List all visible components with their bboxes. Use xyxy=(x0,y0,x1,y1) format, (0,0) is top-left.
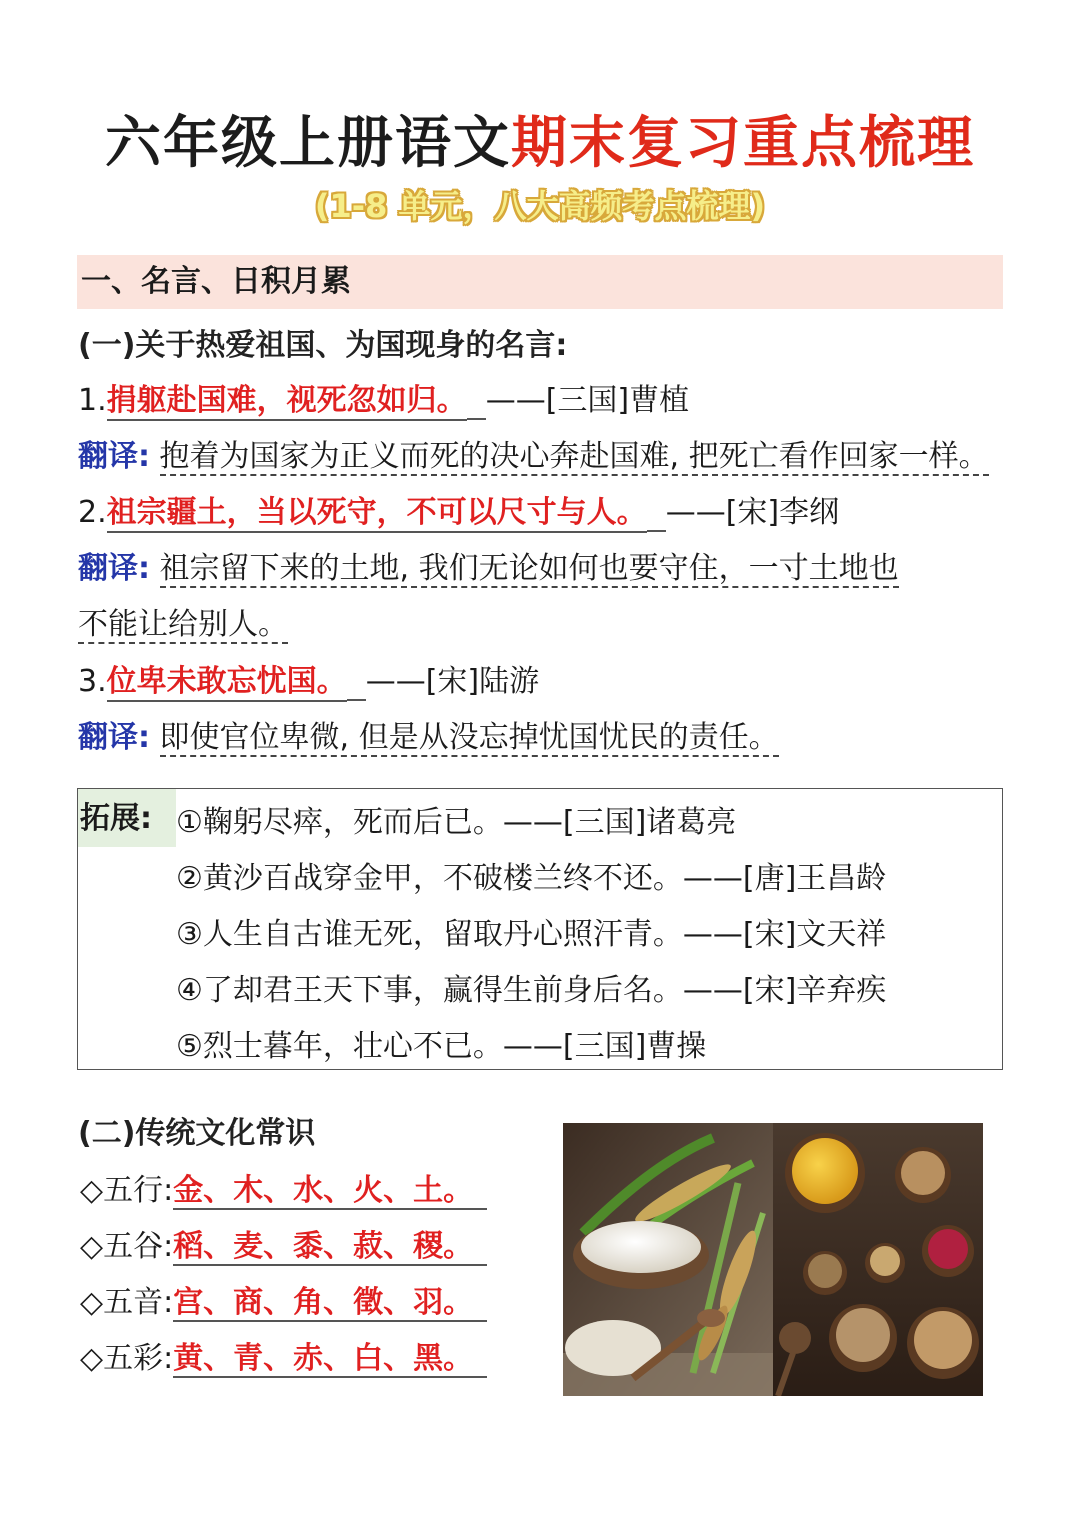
translation-line xyxy=(78,437,989,477)
culture-label: ◇五行: xyxy=(80,1173,174,1208)
rice-bowl xyxy=(573,1221,709,1289)
culture-value: 稻、麦、黍、菽、稷。 xyxy=(173,1229,487,1266)
culture-item xyxy=(80,1227,487,1267)
culture-label: ◇五彩: xyxy=(80,1341,174,1376)
quote-text: 位卑未敢忘忧国。 xyxy=(107,664,347,702)
translation-line xyxy=(78,549,899,589)
quote-line xyxy=(78,493,839,533)
extension-item: ①鞠躬尽瘁，死而后已。——[三国]诸葛亮 xyxy=(176,805,737,840)
culture-value: 黄、青、赤、白、黑。 xyxy=(173,1341,487,1378)
culture-item xyxy=(80,1339,487,1379)
culture-label: ◇五音: xyxy=(80,1285,174,1320)
grains-illustration xyxy=(563,1123,983,1396)
page-title-part1: 六年级上册语文 xyxy=(105,110,511,176)
quote-line xyxy=(78,381,689,421)
quote-source: ——[宋]陆游 xyxy=(365,664,540,699)
quote-underline-tail xyxy=(347,664,366,701)
page-subtitle: (1-8 单元，八大高频考点梳理) xyxy=(314,187,766,225)
page-title xyxy=(0,108,1080,178)
culture-item xyxy=(80,1283,487,1323)
culture-value: 宫、商、角、徵、羽。 xyxy=(173,1285,487,1322)
translation-text: 祖宗留下来的土地, 我们无论如何也要守住，一寸土地也 xyxy=(159,551,899,586)
quote-underline-tail xyxy=(647,495,666,532)
quote-text: 祖宗疆土，当以死守，不可以尺寸与人。 xyxy=(107,495,647,533)
section-heading: 一、名言、日积月累 xyxy=(81,264,351,299)
quote-source: ——[三国]曹植 xyxy=(485,383,690,418)
culture-value: 金、木、水、火、土。 xyxy=(173,1173,487,1210)
quote-line xyxy=(78,662,539,702)
translation-text: 不能让给别人。 xyxy=(78,607,288,642)
translation-text: 即使官位卑微, 但是从没忘掉忧国忧民的责任。 xyxy=(159,720,779,755)
extension-item: ④了却君王天下事，赢得生前身后名。——[宋]辛弃疾 xyxy=(176,973,887,1008)
extension-label: 拓展: xyxy=(80,801,152,836)
quote-source: ——[宋]李纲 xyxy=(665,495,840,530)
extension-box xyxy=(77,788,1003,1070)
extension-label-cell xyxy=(78,789,176,847)
quote-text: 捐躯赴国难，视死忽如归。 xyxy=(107,383,467,421)
culture-item xyxy=(80,1171,487,1211)
extension-item: ②黄沙百战穿金甲，不破楼兰终不还。——[唐]王昌龄 xyxy=(176,861,887,896)
page-title-part2: 期末复习重点梳理 xyxy=(511,110,975,176)
quote-underline-tail xyxy=(467,383,486,420)
translation-text: 抱着为国家为正义而死的决心奔赴国难, 把死亡看作回家一样。 xyxy=(159,439,989,474)
header xyxy=(0,108,1080,228)
subsection-heading-culture: (二)传统文化常识 xyxy=(78,1116,316,1151)
quote-number: 3. xyxy=(78,664,107,699)
extension-item: ⑤烈士暮年，壮心不已。——[三国]曹操 xyxy=(176,1029,707,1064)
translation-label: 翻译: xyxy=(78,720,150,755)
translation-line xyxy=(78,718,779,758)
section-heading-bar xyxy=(77,255,1003,309)
extension-item: ③人生自古谁无死，留取丹心照汗青。——[宋]文天祥 xyxy=(176,917,887,952)
translation-line-continued xyxy=(78,605,288,645)
translation-label: 翻译: xyxy=(78,439,150,474)
quote-number: 2. xyxy=(78,495,107,530)
quote-number: 1. xyxy=(78,383,107,418)
grains-photo xyxy=(563,1123,983,1396)
subsection-heading-patriotism: (一)关于热爱祖国、为国现身的名言: xyxy=(78,328,568,363)
culture-label: ◇五谷: xyxy=(80,1229,174,1264)
translation-label: 翻译: xyxy=(78,551,150,586)
